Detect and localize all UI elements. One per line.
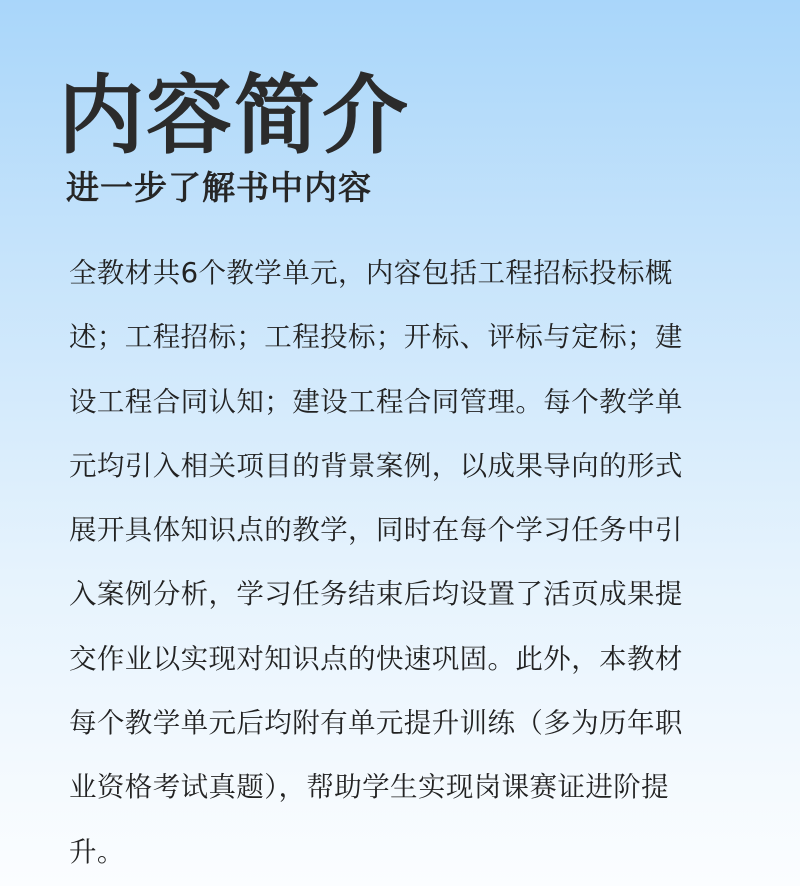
intro-paragraph-line: 每个教学单元后均附有单元提升训练（多为历年职 bbox=[69, 707, 683, 740]
intro-paragraph-line: 展开具体知识点的教学，同时在每个学习任务中引 bbox=[69, 514, 683, 547]
intro-paragraph-line: 业资格考试真题），帮助学生实现岗课赛证进阶提 bbox=[69, 771, 670, 804]
intro-paragraph-line: 交作业以实现对知识点的快速巩固。此外，本教材 bbox=[69, 642, 683, 675]
intro-paragraph-line: 升。 bbox=[69, 835, 125, 868]
intro-paragraph bbox=[69, 241, 741, 884]
intro-paragraph-line: 入案例分析，学习任务结束后均设置了活页成果提 bbox=[69, 578, 683, 611]
intro-paragraph-line: 述；工程招标；工程投标；开标、评标与定标；建 bbox=[69, 321, 683, 354]
intro-paragraph-line: 元均引入相关项目的背景案例，以成果导向的形式 bbox=[69, 449, 683, 482]
page-title: 内容简介 bbox=[58, 66, 410, 166]
intro-paragraph-line: 全教材共6个教学单元，内容包括工程招标投标概 bbox=[69, 257, 673, 289]
intro-paragraph-line: 设工程合同认知；建设工程合同管理。每个教学单 bbox=[69, 385, 683, 418]
page-subtitle: 进一步了解书中内容 bbox=[66, 168, 372, 207]
